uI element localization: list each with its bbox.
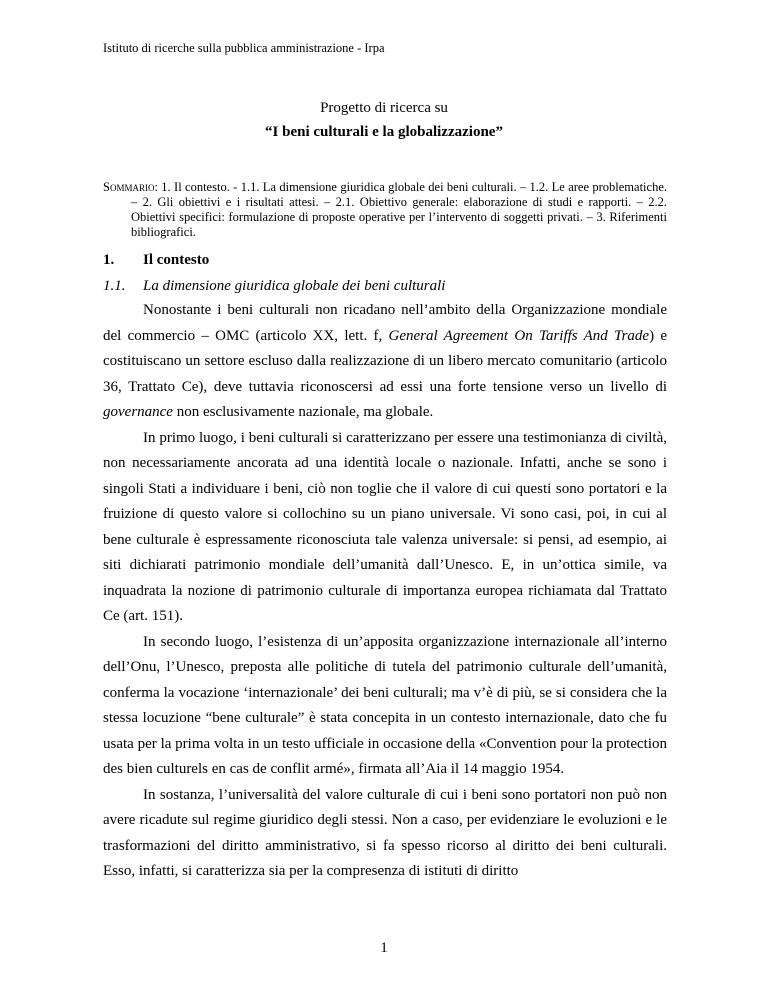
title-line-1: Progetto di ricerca su xyxy=(320,100,448,116)
paragraph-1-part-c: ) e costituiscano un settore escluso dalla realizzazione di un libero mercato comunitario (articolo 36, Trattato Ce), deve tuttavia riconoscersi ad essi una forte tensione verso un livello di xyxy=(103,327,667,395)
paragraph-1-part-a: Nonostante i beni culturali non ricadano nell’ambito della Organizzazione mondiale del commercio – OMC (articolo XX, lett. f, xyxy=(103,302,667,344)
paragraph-1-part-e: non esclusivamente nazionale, ma globale. xyxy=(172,404,434,420)
title-line-2: “I beni culturali e la globalizzazione” xyxy=(265,124,503,140)
section-title: Il contesto xyxy=(143,252,210,268)
summary-text: 1. Il contesto. - 1.1. La dimensione giuridica globale dei beni culturali. – 1.2. Le aree problematiche. – 2. Gli obiettivi e i risultati attesi. – 2.1. Obiettivo generale: elaborazione di studi e rapporti. – 2.2. Obiettivi specifici: formulazione di proposte operative per l’intervento di soggetti privati. – 3. Riferimenti bibliografici. xyxy=(131,180,667,239)
document-title xyxy=(0,96,768,144)
page-number: 1 xyxy=(380,940,388,956)
paragraph-3: In secondo luogo, l’esistenza di un’apposita organizzazione internazionale all’interno dell’Onu, l’Unesco, preposta alle politiche di tutela del patrimonio culturale dell’umanità, conferma la vocazione ‘internazionale’ dei beni culturali; ma v’è di più, se si considera che la stessa locuzione “bene culturale” è stata concepita in un contesto internazionale, dato che fu usata per la prima volta in un testo ufficiale in occasione della «Convention pour la protection des bien culturels en cas de conflit armé», firmata all’Aia il 14 maggio 1954. xyxy=(103,633,667,777)
summary-label: Sommario: xyxy=(103,180,158,194)
subsection-title: La dimensione giuridica globale dei beni culturali xyxy=(143,278,446,294)
body-text xyxy=(103,298,667,885)
running-header: Istituto di ricerche sulla pubblica amministrazione - Irpa xyxy=(103,41,385,55)
subsection-number: 1.1. xyxy=(103,278,126,294)
paragraph-2: In primo luogo, i beni culturali si caratterizzano per essere una testimonianza di civiltà, non necessariamente ancorata ad una identità locale o nazionale. Infatti, anche se sono i singoli Stati a individuare i beni, ciò non toglie che il valore di cui questi sono portatori e la fruizione di questo valore si collochino su un piano universale. Vi sono casi, poi, in cui al bene culturale è espressamente riconosciuta tale valenza universale: si pensi, ad esempio, ai siti dichiarati patrimonio mondiale dell’umanità dall’Unesco. E, in un’ottica simile, va inquadrata la nozione di patrimonio culturale di importanza europea richiamata dal Trattato Ce (art. 151). xyxy=(103,429,667,624)
paragraph-1-gatt-title: General Agreement On Tariffs And Trade xyxy=(388,327,650,344)
paragraph-4: In sostanza, l’universalità del valore culturale di cui i beni sono portatori non può non avere ricadute sul regime giuridico degli stessi. Non a caso, per evidenziare le evoluzioni e le trasformazioni del diritto amministrativo, si fa spesso ricorso al diritto dei beni culturali. Esso, infatti, si caratterizza sia per la compresenza di istituti di diritto xyxy=(103,786,667,879)
subsection-heading xyxy=(103,278,445,295)
summary xyxy=(103,180,667,240)
paragraph-1-governance-term: governance xyxy=(103,404,173,420)
paragraph-1 xyxy=(103,298,667,426)
section-heading xyxy=(103,252,209,269)
section-number: 1. xyxy=(103,252,115,268)
